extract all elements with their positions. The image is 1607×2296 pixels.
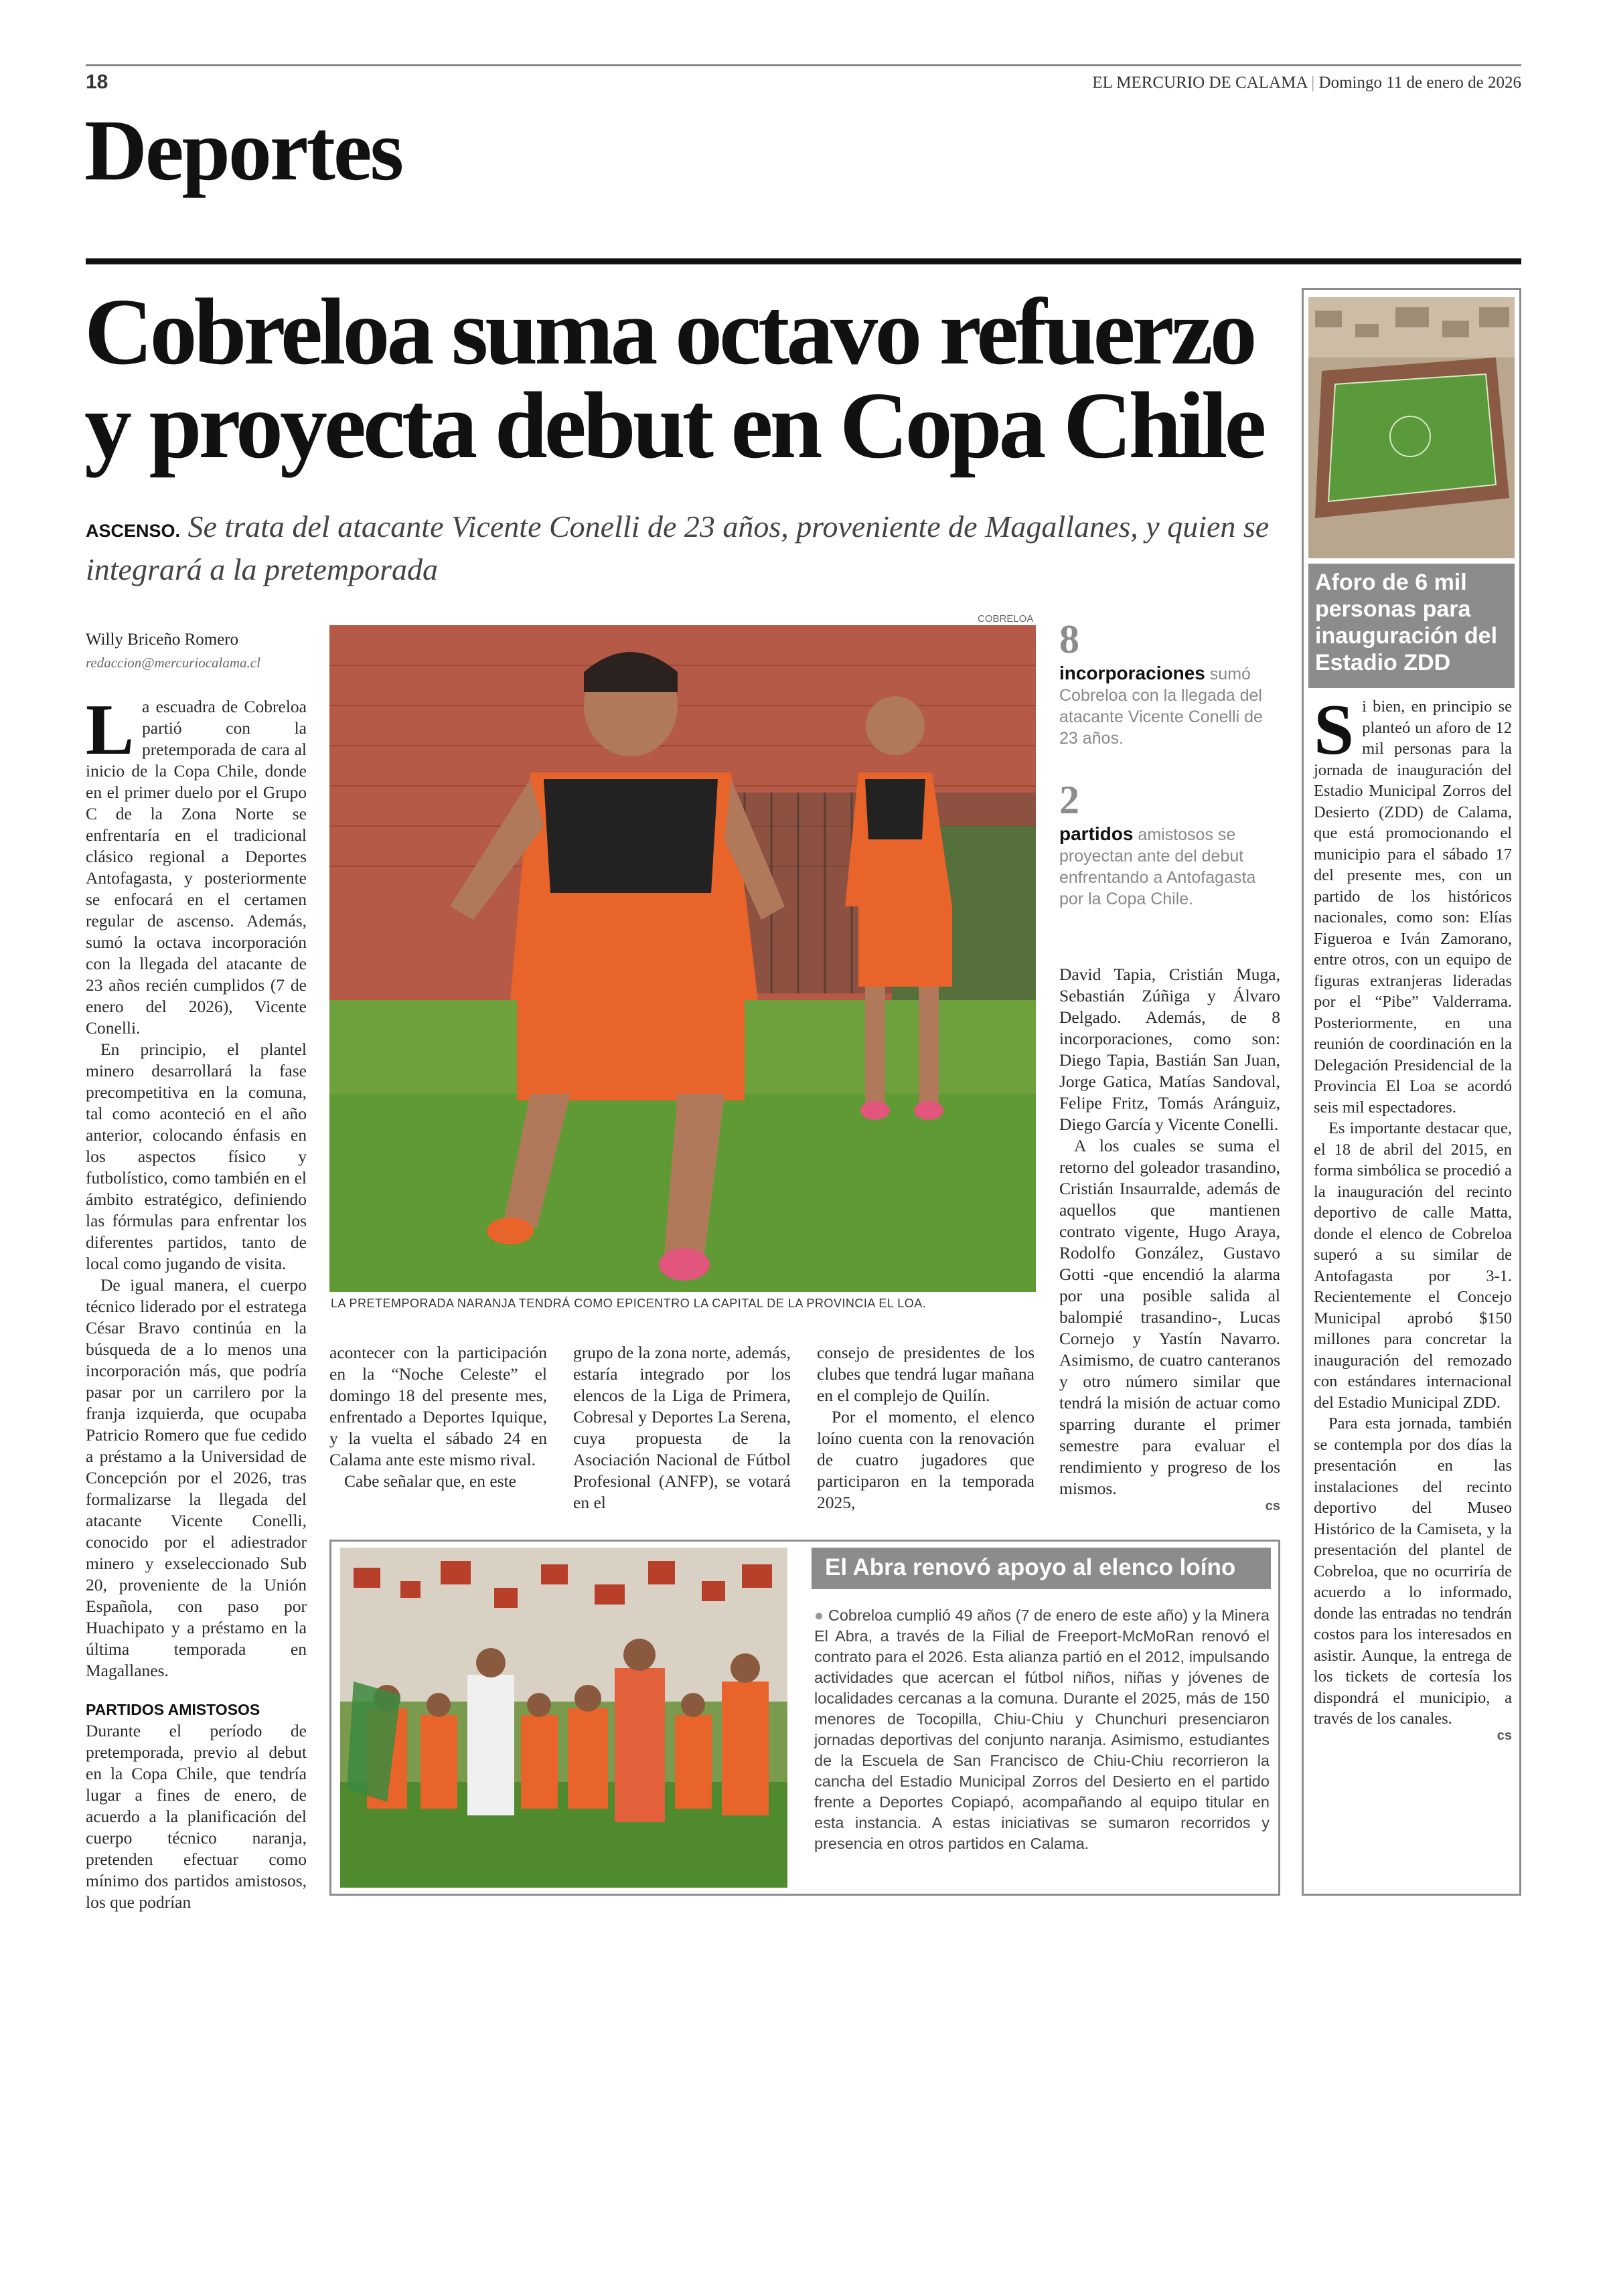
sidebar-paragraph-2: Es importante destacar que, el 18 de abril del 2015, en forma simbólica se procedió a la inauguración del recinto deportivo de calle Matta, donde el elenco de Cobreloa superó a su similar de Antofagasta por 3-1. Recientemente el Concejo Municipal aprobó $150 millones para concretar la inauguración del remozado con estándares internacional del Estadio Municipal ZDD. bbox=[1314, 1119, 1512, 1412]
headline-line-2: y proyecta debut en Copa Chile bbox=[84, 372, 1264, 478]
col1-paragraph-4: Durante el período de pretemporada, previo al debut en la Copa Chile, que tendría lugar a fines de enero, de acuerdo a la planificación del cuerpo técnico naranja, pretenden efectuar como mínimo dos partidos amistosos, los que podrían bbox=[86, 1721, 307, 1912]
stat-2 bbox=[1059, 776, 1280, 910]
stat-2-number: 2 bbox=[1059, 778, 1079, 822]
byline-email: redaccion@mercuriocalama.cl bbox=[86, 655, 260, 671]
kicker: ASCENSO. bbox=[86, 521, 181, 541]
section-title: Deportes bbox=[84, 102, 402, 199]
publication-line bbox=[1092, 74, 1521, 92]
col2-paragraph-1: acontecer con la participación en la “Noche Celeste” el domingo 18 del presente mes, enfrentado a Deportes Iquique, y la vuelta el sábado 24 en Calama ante este mismo rival. bbox=[329, 1343, 547, 1469]
column-5 bbox=[1059, 964, 1280, 1517]
el-abra-text: Cobreloa cumplió 49 años (7 de enero de este año) y la Minera El Abra, a través de la Filial de Freeport-McMoRan renovó el contrato para el 2026. Esta alianza partió en el 2012, impulsando actividades que acercan el fútbol niños, niñas y jóvenes de localidades cercanas a la comuna. Durante el 2025, más de 150 menores de Tocopilla, Chiu-Chiu y Chunchuri presenciaron jornadas deportivas del conjunto naranja. Asimismo, estudiantes de la Escuela de San Francisco de Chiu-Chiu recorrieron la cancha del Estadio Municipal Zorros del Desierto en el partido frente a Deportes Copiapó, acompañando al equipo titular en esta instancia. A estas iniciativas se sumaron recorridos y presencia en otros partidos en Calama. bbox=[814, 1607, 1270, 1852]
col2-paragraph-2: Cabe señalar que, en este bbox=[344, 1471, 517, 1491]
publication-date: Domingo 11 de enero de 2026 bbox=[1318, 74, 1521, 92]
byline: Willy Briceño Romero bbox=[86, 631, 239, 649]
stadium-aerial-photo bbox=[1308, 297, 1515, 558]
page-number: 18 bbox=[86, 71, 108, 93]
col1-subhead: PARTIDOS AMISTOSOS bbox=[86, 1701, 260, 1718]
headline-line-1: Cobreloa suma octavo refuerzo bbox=[84, 278, 1254, 384]
separator: | bbox=[1311, 74, 1319, 92]
bullet-icon: ● bbox=[814, 1607, 824, 1624]
el-abra-title: El Abra renovó apoyo al elenco loíno bbox=[825, 1554, 1236, 1580]
headline bbox=[84, 278, 1290, 478]
col4-paragraph-1: consejo de presidentes de los clubes que tendrá lugar mañana en el complejo de Quilín. bbox=[817, 1343, 1035, 1405]
column-1 bbox=[86, 690, 307, 1913]
stat-1-text: sumó Cobreloa con la llegada del atacante Vicente Conelli de 23 años. bbox=[1059, 665, 1263, 748]
sidebar-column bbox=[1314, 690, 1512, 1746]
sidebar-paragraph-3: Para esta jornada, también se contempla por dos días la presentación en las instalaciones del recinto deportivo del Museo Histórico de la Camiseta, y la presentación del plantel de Cobreloa, que no ocurriría de acuerdo a lo informado, donde las entradas no tendrán costos para los interesados en asistir. Aunque, la entrega de los tickets de cortesía los dispondrá el municipio, a través de los canales. bbox=[1314, 1414, 1512, 1728]
subhead bbox=[86, 507, 1291, 589]
col1-paragraph-2: En principio, el plantel minero desarrollará la fase precompetitiva en la comuna, tal como aconteció en el año anterior, colocando énfasis en los aspectos físico y futbolístico, como también en el ámbito estratégico, definiendo las fórmulas para enfrentar los diferentes partidos, tanto de local como jugando de visita. bbox=[86, 1040, 307, 1273]
sidebar-paragraph-1: i bien, en principio se planteó un aforo de 12 mil personas para la jornada de inauguración del Estadio Municipal Zorros del Desierto (ZDD) de Calama, que está promocionando el municipio para el sábado 17 del presente mes, con un partido de los históricos nacionales, como son: Elías Figueroa e Iván Zamorano, entre otros, con un equipo de figuras extranjeras lideradas por el “Pibe” Valderrama. Posteriormente, en una reunión de coordinación en la Delegación Presidencial de la Provincia El Loa se acordó seis mil espectadores. bbox=[1314, 698, 1512, 1117]
photo-caption: LA PRETEMPORADA NARANJA TENDRÁ COMO EPICENTRO LA CAPITAL DE LA PROVINCIA EL LOA. bbox=[331, 1297, 927, 1310]
col1-paragraph-1: a escuadra de Cobreloa partió con la pretemporada de cara al inicio de la Copa Chile, donde en el primer duelo por el Grupo C de la Zona Norte se enfrentaría en el tradicional clásico regional a Deportes Antofagasta, y posteriormente se enfocará en el certamen regular de ascenso. Además, sumó la octava incorporación con la llegada del atacante de 23 años recién cumplidos (7 de enero del 2026), Vicente Conelli. bbox=[86, 697, 307, 1038]
sidebar-dropcap: S bbox=[1314, 690, 1355, 770]
stat-2-text: amistosos se proyectan ante del debut enfrentando a Antofagasta por la Copa Chile. bbox=[1059, 825, 1256, 908]
column-4 bbox=[817, 1342, 1035, 1513]
main-photo-players-running bbox=[329, 625, 1036, 1292]
stat-1-number: 8 bbox=[1059, 617, 1079, 661]
publication-name: EL MERCURIO DE CALAMA bbox=[1092, 74, 1307, 92]
col1-paragraph-3: De igual manera, el cuerpo técnico liderado por el estratega César Bravo continúa en la búsqueda de a lo menos una incorporación más, que podría pasar por un carrilero por la franja izquierda, que ocupaba Patricio Romero que fue cedido a préstamo a la Universidad de Concepción por el 2026, tras formalizarse la llegada del atacante Vicente Conelli, conocido por el adiestrador minero y exseleccionado Sub 20, proveniente de la Unión Española, con paso por Huachipato y a préstamo en la última temporada en Magallanes. bbox=[86, 1275, 307, 1680]
end-mark: cs bbox=[1265, 1499, 1280, 1513]
photo-credit: COBRELOA bbox=[978, 613, 1034, 625]
col5-paragraph-1: David Tapia, Cristián Muga, Sebastián Zúñiga y Álvaro Delgado. Además, de 8 incorporaciones, como son: Diego Tapia, Bastián San Juan, Jorge Gatica, Matías Sandoval, Felipe Fritz, Tomás Aránguiz, Diego García y Vicente Conelli. bbox=[1059, 965, 1280, 1134]
subhead-text: Se trata del atacante Vicente Conelli de 23 años, proveniente de Magallanes, y quien se integrará a la pretemporada bbox=[86, 509, 1270, 586]
column-3 bbox=[573, 1342, 791, 1513]
column-2 bbox=[329, 1342, 547, 1492]
sidebar-title: Aforo de 6 mil personas para inauguración del Estadio ZDD bbox=[1315, 570, 1498, 675]
col5-paragraph-2: A los cuales se suma el retorno del goleador trasandino, Cristián Insaurralde, además de aquellos que mantienen contrato vigente, Hugo Araya, Rodolfo González, Gustavo Gotti -que encendió la alarma por una posible salida al balompié trasandino-, Lucas Cornejo y Yastín Navarro. Asimismo, de cuatro canteranos y otro número similar que tendrá la misión de actuar como sparring durante el primer semestre para evaluar el rendimiento y progreso de los mismos. bbox=[1059, 1136, 1280, 1498]
section-rule bbox=[86, 258, 1521, 264]
dropcap: L bbox=[86, 690, 135, 770]
stat-2-bold: partidos bbox=[1059, 823, 1134, 844]
stat-1-bold: incorporaciones bbox=[1059, 663, 1205, 683]
stat-1 bbox=[1059, 616, 1280, 749]
top-rule bbox=[86, 64, 1521, 66]
green-pitch bbox=[1328, 374, 1496, 501]
col4-paragraph-2: Por el momento, el elenco loíno cuenta con la renovación de cuatro jugadores que participaron en la temporada 2025, bbox=[817, 1407, 1035, 1512]
col3-paragraph-1: grupo de la zona norte, además, estaría integrado por los elencos de la Liga de Primera, Cobresal y Deportes La Serena, cuya propuesta de la Asociación Nacional de Fútbol Profesional (ANFP), se votará en el bbox=[573, 1343, 791, 1512]
el-abra-text-block bbox=[814, 1605, 1270, 1854]
grass-pitch bbox=[340, 1782, 787, 1888]
el-abra-photo-children-team bbox=[340, 1548, 787, 1888]
sidebar-end-mark: cs bbox=[1497, 1728, 1512, 1743]
